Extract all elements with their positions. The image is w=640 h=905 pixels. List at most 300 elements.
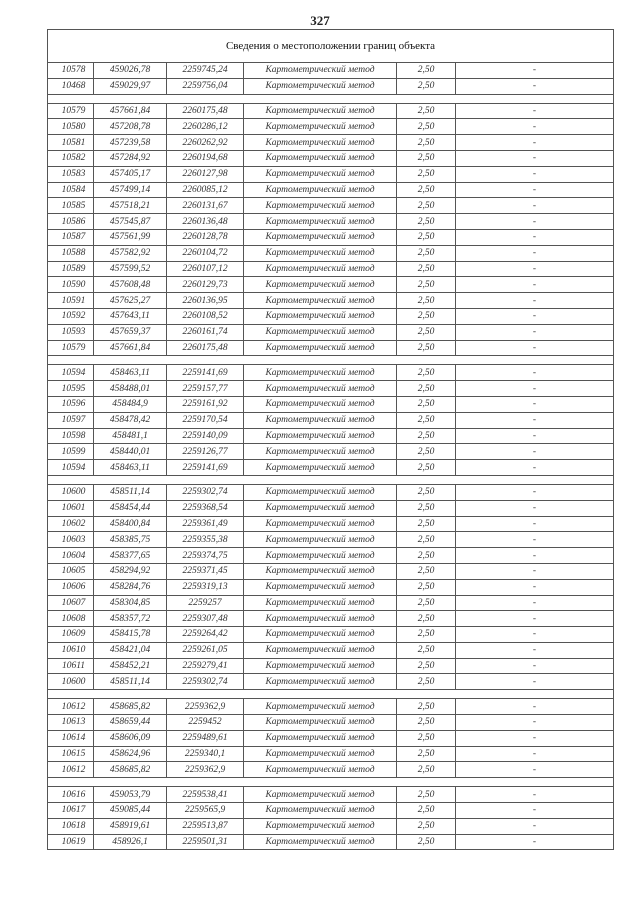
description-cell: - bbox=[456, 500, 614, 516]
table-row bbox=[48, 611, 614, 627]
table-row bbox=[48, 803, 614, 819]
coordinate-y-cell: 2259141,69 bbox=[167, 460, 244, 476]
determination-method-cell: Картометрический метод bbox=[244, 245, 397, 261]
table-row bbox=[48, 484, 614, 500]
point-number-cell: 10589 bbox=[48, 261, 94, 277]
coordinate-y-cell: 2259565,9 bbox=[167, 803, 244, 819]
determination-method-cell: Картометрический метод bbox=[244, 715, 397, 731]
coordinate-y-cell: 2259501,31 bbox=[167, 834, 244, 850]
point-number-cell: 10594 bbox=[48, 460, 94, 476]
point-number-cell: 10586 bbox=[48, 214, 94, 230]
determination-method-cell: Картометрический метод bbox=[244, 611, 397, 627]
point-number-cell: 10579 bbox=[48, 340, 94, 356]
description-cell: - bbox=[456, 277, 614, 293]
description-cell: - bbox=[456, 579, 614, 595]
table-row bbox=[48, 818, 614, 834]
determination-method-cell: Картометрический метод bbox=[244, 324, 397, 340]
determination-method-cell: Картометрический метод bbox=[244, 484, 397, 500]
coordinate-y-cell: 2260194,68 bbox=[167, 150, 244, 166]
coordinate-x-cell: 459026,78 bbox=[94, 63, 167, 79]
accuracy-cell: 2,50 bbox=[397, 182, 456, 198]
coordinate-y-cell: 2259361,49 bbox=[167, 516, 244, 532]
coordinate-x-cell: 458440,01 bbox=[94, 444, 167, 460]
determination-method-cell: Картометрический метод bbox=[244, 119, 397, 135]
accuracy-cell: 2,50 bbox=[397, 484, 456, 500]
description-cell: - bbox=[456, 396, 614, 412]
coordinate-y-cell: 2259756,04 bbox=[167, 78, 244, 94]
point-number-cell: 10592 bbox=[48, 308, 94, 324]
coordinate-y-cell: 2260085,12 bbox=[167, 182, 244, 198]
accuracy-cell: 2,50 bbox=[397, 762, 456, 778]
point-number-cell: 10468 bbox=[48, 78, 94, 94]
description-cell: - bbox=[456, 150, 614, 166]
description-cell: - bbox=[456, 595, 614, 611]
coordinate-y-cell: 2259307,48 bbox=[167, 611, 244, 627]
accuracy-cell: 2,50 bbox=[397, 150, 456, 166]
accuracy-cell: 2,50 bbox=[397, 642, 456, 658]
coordinate-y-cell: 2260107,12 bbox=[167, 261, 244, 277]
point-number-cell: 10584 bbox=[48, 182, 94, 198]
accuracy-cell: 2,50 bbox=[397, 532, 456, 548]
coordinate-y-cell: 2260262,92 bbox=[167, 135, 244, 151]
coordinate-y-cell: 2259302,74 bbox=[167, 484, 244, 500]
coordinate-x-cell: 457599,52 bbox=[94, 261, 167, 277]
accuracy-cell: 2,50 bbox=[397, 715, 456, 731]
page-number: 327 bbox=[310, 13, 330, 28]
description-cell: - bbox=[456, 484, 614, 500]
description-cell: - bbox=[456, 444, 614, 460]
coordinate-x-cell: 458294,92 bbox=[94, 563, 167, 579]
description-cell: - bbox=[456, 340, 614, 356]
coordinate-y-cell: 2259489,61 bbox=[167, 730, 244, 746]
accuracy-cell: 2,50 bbox=[397, 611, 456, 627]
determination-method-cell: Картометрический метод bbox=[244, 563, 397, 579]
coordinate-y-cell: 2260175,48 bbox=[167, 340, 244, 356]
table-row bbox=[48, 428, 614, 444]
coordinate-x-cell: 457661,84 bbox=[94, 103, 167, 119]
table-row bbox=[48, 182, 614, 198]
point-number-cell: 10616 bbox=[48, 787, 94, 803]
coordinate-y-cell: 2259257 bbox=[167, 595, 244, 611]
determination-method-cell: Картометрический метод bbox=[244, 78, 397, 94]
accuracy-cell: 2,50 bbox=[397, 818, 456, 834]
determination-method-cell: Картометрический метод bbox=[244, 787, 397, 803]
table-row bbox=[48, 516, 614, 532]
coordinate-y-cell: 2260104,72 bbox=[167, 245, 244, 261]
coordinate-x-cell: 458919,61 bbox=[94, 818, 167, 834]
accuracy-cell: 2,50 bbox=[397, 340, 456, 356]
point-number-cell: 10619 bbox=[48, 834, 94, 850]
determination-method-cell: Картометрический метод bbox=[244, 412, 397, 428]
accuracy-cell: 2,50 bbox=[397, 627, 456, 643]
coordinate-x-cell: 458624,96 bbox=[94, 746, 167, 762]
determination-method-cell: Картометрический метод bbox=[244, 516, 397, 532]
table-row bbox=[48, 460, 614, 476]
point-number-cell: 10606 bbox=[48, 579, 94, 595]
determination-method-cell: Картометрический метод bbox=[244, 396, 397, 412]
description-cell: - bbox=[456, 324, 614, 340]
coordinate-x-cell: 458926,1 bbox=[94, 834, 167, 850]
table-row bbox=[48, 715, 614, 731]
coordinate-y-cell: 2260131,67 bbox=[167, 198, 244, 214]
description-cell: - bbox=[456, 460, 614, 476]
coordinate-x-cell: 457405,17 bbox=[94, 166, 167, 182]
determination-method-cell: Картометрический метод bbox=[244, 293, 397, 309]
coordinate-y-cell: 2259452 bbox=[167, 715, 244, 731]
determination-method-cell: Картометрический метод bbox=[244, 762, 397, 778]
determination-method-cell: Картометрический метод bbox=[244, 308, 397, 324]
determination-method-cell: Картометрический метод bbox=[244, 150, 397, 166]
determination-method-cell: Картометрический метод bbox=[244, 214, 397, 230]
point-number-cell: 10597 bbox=[48, 412, 94, 428]
table-row bbox=[48, 277, 614, 293]
description-cell: - bbox=[456, 365, 614, 381]
table-row bbox=[48, 762, 614, 778]
table-row bbox=[48, 500, 614, 516]
accuracy-cell: 2,50 bbox=[397, 548, 456, 564]
determination-method-cell: Картометрический метод bbox=[244, 746, 397, 762]
description-cell: - bbox=[456, 381, 614, 397]
coordinate-y-cell: 2259170,54 bbox=[167, 412, 244, 428]
point-number-cell: 10611 bbox=[48, 658, 94, 674]
table-row bbox=[48, 532, 614, 548]
point-number-cell: 10591 bbox=[48, 293, 94, 309]
point-number-cell: 10613 bbox=[48, 715, 94, 731]
table-row bbox=[48, 563, 614, 579]
accuracy-cell: 2,50 bbox=[397, 730, 456, 746]
point-number-cell: 10583 bbox=[48, 166, 94, 182]
coordinate-x-cell: 458463,11 bbox=[94, 460, 167, 476]
accuracy-cell: 2,50 bbox=[397, 595, 456, 611]
determination-method-cell: Картометрический метод bbox=[244, 103, 397, 119]
table-row bbox=[48, 746, 614, 762]
determination-method-cell: Картометрический метод bbox=[244, 340, 397, 356]
table-row bbox=[48, 103, 614, 119]
table-row bbox=[48, 444, 614, 460]
accuracy-cell: 2,50 bbox=[397, 460, 456, 476]
accuracy-cell: 2,50 bbox=[397, 119, 456, 135]
determination-method-cell: Картометрический метод bbox=[244, 428, 397, 444]
accuracy-cell: 2,50 bbox=[397, 229, 456, 245]
coordinate-y-cell: 2260128,78 bbox=[167, 229, 244, 245]
table-row bbox=[48, 340, 614, 356]
coordinate-x-cell: 458284,76 bbox=[94, 579, 167, 595]
accuracy-cell: 2,50 bbox=[397, 563, 456, 579]
determination-method-cell: Картометрический метод bbox=[244, 658, 397, 674]
table-row bbox=[48, 78, 614, 94]
point-number-cell: 10608 bbox=[48, 611, 94, 627]
coordinate-y-cell: 2259126,77 bbox=[167, 444, 244, 460]
accuracy-cell: 2,50 bbox=[397, 674, 456, 690]
accuracy-cell: 2,50 bbox=[397, 166, 456, 182]
point-number-cell: 10593 bbox=[48, 324, 94, 340]
point-number-cell: 10596 bbox=[48, 396, 94, 412]
determination-method-cell: Картометрический метод bbox=[244, 803, 397, 819]
description-cell: - bbox=[456, 642, 614, 658]
coordinate-y-cell: 2259340,1 bbox=[167, 746, 244, 762]
accuracy-cell: 2,50 bbox=[397, 803, 456, 819]
coordinate-y-cell: 2259513,87 bbox=[167, 818, 244, 834]
description-cell: - bbox=[456, 261, 614, 277]
group-separator bbox=[48, 778, 614, 787]
coordinate-x-cell: 458400,84 bbox=[94, 516, 167, 532]
point-number-cell: 10618 bbox=[48, 818, 94, 834]
coordinate-x-cell: 458357,72 bbox=[94, 611, 167, 627]
description-cell: - bbox=[456, 412, 614, 428]
accuracy-cell: 2,50 bbox=[397, 699, 456, 715]
table-row bbox=[48, 381, 614, 397]
determination-method-cell: Картометрический метод bbox=[244, 730, 397, 746]
coordinate-x-cell: 458685,82 bbox=[94, 762, 167, 778]
point-number-cell: 10588 bbox=[48, 245, 94, 261]
table-row bbox=[48, 166, 614, 182]
determination-method-cell: Картометрический метод bbox=[244, 365, 397, 381]
table-row bbox=[48, 135, 614, 151]
determination-method-cell: Картометрический метод bbox=[244, 460, 397, 476]
table-row bbox=[48, 642, 614, 658]
table-row bbox=[48, 308, 614, 324]
coordinate-x-cell: 457659,37 bbox=[94, 324, 167, 340]
coordinate-y-cell: 2260136,95 bbox=[167, 293, 244, 309]
determination-method-cell: Картометрический метод bbox=[244, 277, 397, 293]
table-row bbox=[48, 579, 614, 595]
coordinate-y-cell: 2259141,69 bbox=[167, 365, 244, 381]
accuracy-cell: 2,50 bbox=[397, 245, 456, 261]
description-cell: - bbox=[456, 715, 614, 731]
description-cell: - bbox=[456, 198, 614, 214]
coordinate-y-cell: 2260286,12 bbox=[167, 119, 244, 135]
table-row bbox=[48, 595, 614, 611]
determination-method-cell: Картометрический метод bbox=[244, 500, 397, 516]
description-cell: - bbox=[456, 516, 614, 532]
point-number-cell: 10602 bbox=[48, 516, 94, 532]
accuracy-cell: 2,50 bbox=[397, 63, 456, 79]
coordinate-x-cell: 459053,79 bbox=[94, 787, 167, 803]
coordinate-x-cell: 457561,99 bbox=[94, 229, 167, 245]
point-number-cell: 10582 bbox=[48, 150, 94, 166]
coordinate-x-cell: 457208,78 bbox=[94, 119, 167, 135]
determination-method-cell: Картометрический метод bbox=[244, 63, 397, 79]
description-cell: - bbox=[456, 627, 614, 643]
accuracy-cell: 2,50 bbox=[397, 746, 456, 762]
coordinate-x-cell: 458377,65 bbox=[94, 548, 167, 564]
description-cell: - bbox=[456, 548, 614, 564]
point-number-cell: 10604 bbox=[48, 548, 94, 564]
accuracy-cell: 2,50 bbox=[397, 412, 456, 428]
description-cell: - bbox=[456, 787, 614, 803]
table-row bbox=[48, 365, 614, 381]
table-row bbox=[48, 396, 614, 412]
description-cell: - bbox=[456, 563, 614, 579]
coordinate-y-cell: 2259140,09 bbox=[167, 428, 244, 444]
description-cell: - bbox=[456, 182, 614, 198]
table-row bbox=[48, 548, 614, 564]
description-cell: - bbox=[456, 166, 614, 182]
determination-method-cell: Картометрический метод bbox=[244, 166, 397, 182]
point-number-cell: 10601 bbox=[48, 500, 94, 516]
accuracy-cell: 2,50 bbox=[397, 516, 456, 532]
point-number-cell: 10600 bbox=[48, 484, 94, 500]
point-number-cell: 10612 bbox=[48, 762, 94, 778]
point-number-cell: 10580 bbox=[48, 119, 94, 135]
determination-method-cell: Картометрический метод bbox=[244, 595, 397, 611]
coordinate-y-cell: 2259261,05 bbox=[167, 642, 244, 658]
description-cell: - bbox=[456, 834, 614, 850]
coordinate-y-cell: 2259355,38 bbox=[167, 532, 244, 548]
accuracy-cell: 2,50 bbox=[397, 365, 456, 381]
coordinate-y-cell: 2259368,54 bbox=[167, 500, 244, 516]
table-row bbox=[48, 412, 614, 428]
coordinate-x-cell: 457582,92 bbox=[94, 245, 167, 261]
group-separator bbox=[48, 475, 614, 484]
determination-method-cell: Картометрический метод bbox=[244, 532, 397, 548]
accuracy-cell: 2,50 bbox=[397, 293, 456, 309]
table-row bbox=[48, 627, 614, 643]
determination-method-cell: Картометрический метод bbox=[244, 674, 397, 690]
coordinate-x-cell: 459085,44 bbox=[94, 803, 167, 819]
table-row bbox=[48, 324, 614, 340]
coordinate-y-cell: 2259745,24 bbox=[167, 63, 244, 79]
description-cell: - bbox=[456, 658, 614, 674]
table-row bbox=[48, 198, 614, 214]
table-title: Сведения о местоположении границ объекта bbox=[48, 30, 614, 63]
table-row bbox=[48, 834, 614, 850]
description-cell: - bbox=[456, 135, 614, 151]
accuracy-cell: 2,50 bbox=[397, 579, 456, 595]
point-number-cell: 10614 bbox=[48, 730, 94, 746]
determination-method-cell: Картометрический метод bbox=[244, 579, 397, 595]
description-cell: - bbox=[456, 245, 614, 261]
coordinate-y-cell: 2259264,42 bbox=[167, 627, 244, 643]
description-cell: - bbox=[456, 308, 614, 324]
accuracy-cell: 2,50 bbox=[397, 658, 456, 674]
coordinate-y-cell: 2259371,45 bbox=[167, 563, 244, 579]
accuracy-cell: 2,50 bbox=[397, 261, 456, 277]
group-separator bbox=[48, 356, 614, 365]
coordinate-x-cell: 458415,78 bbox=[94, 627, 167, 643]
description-cell: - bbox=[456, 103, 614, 119]
coordinate-y-cell: 2260175,48 bbox=[167, 103, 244, 119]
description-cell: - bbox=[456, 730, 614, 746]
coordinate-x-cell: 457643,11 bbox=[94, 308, 167, 324]
coordinate-x-cell: 458304,85 bbox=[94, 595, 167, 611]
point-number-cell: 10610 bbox=[48, 642, 94, 658]
table-row bbox=[48, 150, 614, 166]
accuracy-cell: 2,50 bbox=[397, 834, 456, 850]
coordinate-x-cell: 458385,75 bbox=[94, 532, 167, 548]
coordinate-y-cell: 2260161,74 bbox=[167, 324, 244, 340]
table-row bbox=[48, 119, 614, 135]
accuracy-cell: 2,50 bbox=[397, 787, 456, 803]
coordinate-x-cell: 458606,09 bbox=[94, 730, 167, 746]
accuracy-cell: 2,50 bbox=[397, 396, 456, 412]
description-cell: - bbox=[456, 803, 614, 819]
coordinate-x-cell: 457518,21 bbox=[94, 198, 167, 214]
point-number-cell: 10617 bbox=[48, 803, 94, 819]
coordinate-y-cell: 2259362,9 bbox=[167, 699, 244, 715]
description-cell: - bbox=[456, 119, 614, 135]
determination-method-cell: Картометрический метод bbox=[244, 642, 397, 658]
description-cell: - bbox=[456, 214, 614, 230]
table-row bbox=[48, 658, 614, 674]
coordinate-y-cell: 2260129,73 bbox=[167, 277, 244, 293]
coordinate-x-cell: 459029,97 bbox=[94, 78, 167, 94]
determination-method-cell: Картометрический метод bbox=[244, 198, 397, 214]
coordinate-x-cell: 457284,92 bbox=[94, 150, 167, 166]
determination-method-cell: Картометрический метод bbox=[244, 444, 397, 460]
table-row bbox=[48, 245, 614, 261]
point-number-cell: 10600 bbox=[48, 674, 94, 690]
coordinate-x-cell: 457608,48 bbox=[94, 277, 167, 293]
description-cell: - bbox=[456, 293, 614, 309]
coordinate-y-cell: 2259161,92 bbox=[167, 396, 244, 412]
point-number-cell: 10594 bbox=[48, 365, 94, 381]
table-row bbox=[48, 730, 614, 746]
table-row bbox=[48, 699, 614, 715]
point-number-cell: 10598 bbox=[48, 428, 94, 444]
description-cell: - bbox=[456, 762, 614, 778]
coordinate-y-cell: 2259279,41 bbox=[167, 658, 244, 674]
coordinate-y-cell: 2259538,41 bbox=[167, 787, 244, 803]
accuracy-cell: 2,50 bbox=[397, 135, 456, 151]
accuracy-cell: 2,50 bbox=[397, 324, 456, 340]
table-row bbox=[48, 63, 614, 79]
point-number-cell: 10587 bbox=[48, 229, 94, 245]
coordinate-x-cell: 458511,14 bbox=[94, 674, 167, 690]
point-number-cell: 10581 bbox=[48, 135, 94, 151]
coordinate-x-cell: 458478,42 bbox=[94, 412, 167, 428]
coordinate-y-cell: 2260136,48 bbox=[167, 214, 244, 230]
coordinate-x-cell: 457499,14 bbox=[94, 182, 167, 198]
point-number-cell: 10612 bbox=[48, 699, 94, 715]
coordinate-x-cell: 458488,01 bbox=[94, 381, 167, 397]
table-row bbox=[48, 229, 614, 245]
accuracy-cell: 2,50 bbox=[397, 381, 456, 397]
coordinate-y-cell: 2259319,13 bbox=[167, 579, 244, 595]
description-cell: - bbox=[456, 229, 614, 245]
accuracy-cell: 2,50 bbox=[397, 308, 456, 324]
coordinate-y-cell: 2259374,75 bbox=[167, 548, 244, 564]
accuracy-cell: 2,50 bbox=[397, 428, 456, 444]
coordinate-x-cell: 458463,11 bbox=[94, 365, 167, 381]
description-cell: - bbox=[456, 674, 614, 690]
coordinate-x-cell: 457661,84 bbox=[94, 340, 167, 356]
description-cell: - bbox=[456, 63, 614, 79]
table-row bbox=[48, 214, 614, 230]
group-separator bbox=[48, 94, 614, 103]
determination-method-cell: Картометрический метод bbox=[244, 818, 397, 834]
determination-method-cell: Картометрический метод bbox=[244, 627, 397, 643]
coordinate-x-cell: 457625,27 bbox=[94, 293, 167, 309]
determination-method-cell: Картометрический метод bbox=[244, 381, 397, 397]
accuracy-cell: 2,50 bbox=[397, 103, 456, 119]
accuracy-cell: 2,50 bbox=[397, 444, 456, 460]
point-number-cell: 10609 bbox=[48, 627, 94, 643]
accuracy-cell: 2,50 bbox=[397, 277, 456, 293]
point-number-cell: 10599 bbox=[48, 444, 94, 460]
coordinate-x-cell: 458685,82 bbox=[94, 699, 167, 715]
accuracy-cell: 2,50 bbox=[397, 214, 456, 230]
description-cell: - bbox=[456, 532, 614, 548]
accuracy-cell: 2,50 bbox=[397, 78, 456, 94]
determination-method-cell: Картометрический метод bbox=[244, 834, 397, 850]
point-number-cell: 10615 bbox=[48, 746, 94, 762]
point-number-cell: 10578 bbox=[48, 63, 94, 79]
coordinate-x-cell: 457545,87 bbox=[94, 214, 167, 230]
group-separator bbox=[48, 690, 614, 699]
point-number-cell: 10579 bbox=[48, 103, 94, 119]
coordinate-y-cell: 2260108,52 bbox=[167, 308, 244, 324]
